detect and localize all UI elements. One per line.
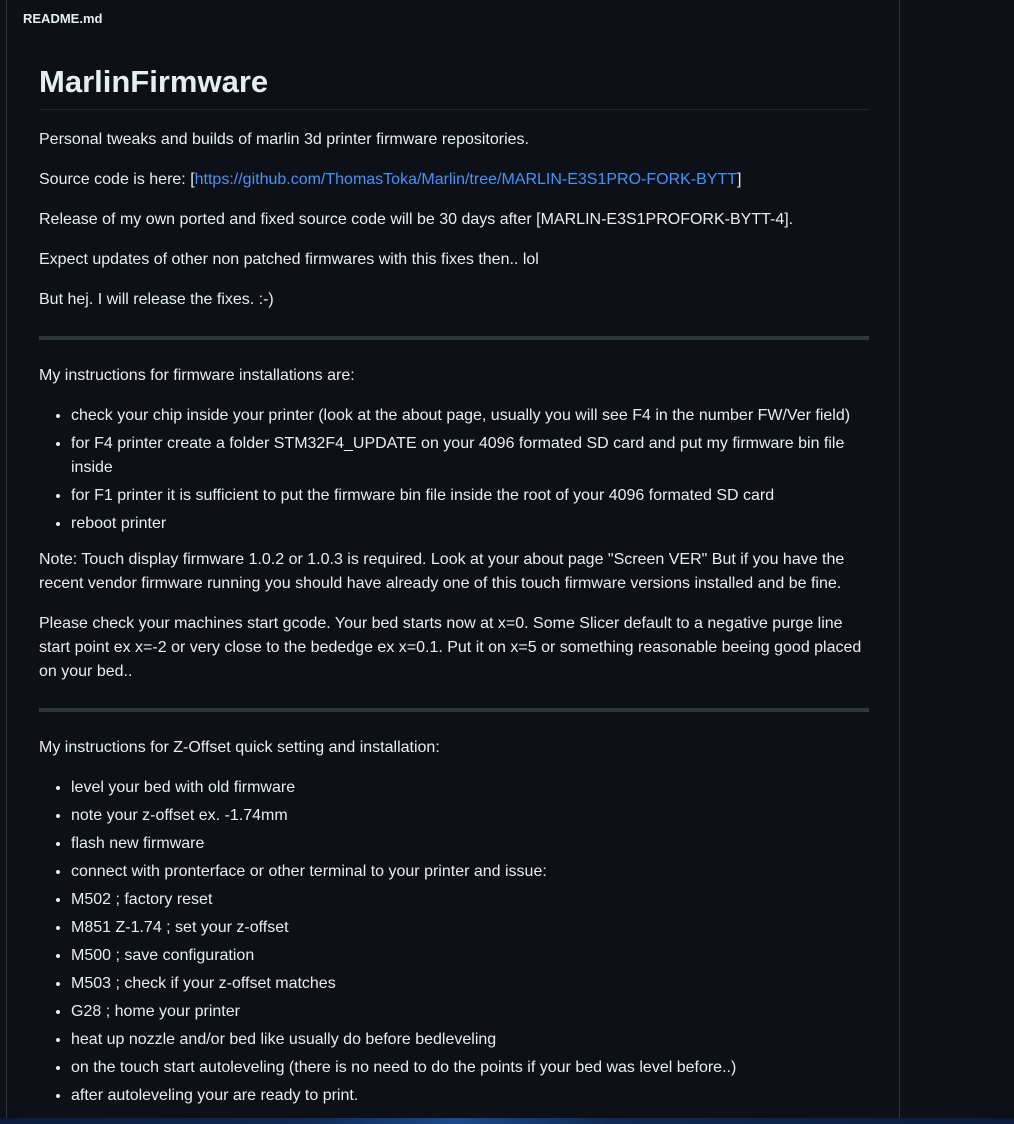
install-steps-list	[39, 404, 869, 536]
section-divider	[39, 708, 869, 712]
list-item: • M503 ; check if your z-offset matches	[71, 972, 869, 996]
section-divider	[39, 336, 869, 340]
list-item: • M500 ; save configuration	[71, 944, 869, 968]
list-item: • after autoleveling your are ready to print.	[71, 1084, 869, 1108]
zoffset-steps-list	[39, 776, 869, 1108]
intro-paragraph: Personal tweaks and builds of marlin 3d printer firmware repositories.	[39, 131, 529, 148]
release-paragraph: Release of my own ported and fixed source code will be 30 days after [MARLIN-E3S1PROFORK-BYTT-4].	[39, 211, 794, 228]
source-suffix: ]	[737, 171, 742, 188]
list-item: • M851 Z-1.74 ; set your z-offset	[71, 916, 869, 940]
note-paragraph: Note: Touch display firmware 1.0.2 or 1.0.3 is required. Look at your about page "Screen VER" But if you have the recent vendor firmware running you should have already one of this touch firmware versions installed and be fine.	[39, 551, 845, 592]
list-item: • for F1 printer it is sufficient to put the firmware bin file inside the root of your 4096 formated SD card	[71, 484, 869, 508]
list-item: • check your chip inside your printer (look at the about page, usually you will see F4 in the number FW/Ver field)	[71, 404, 869, 428]
list-item: • reboot printer	[71, 512, 869, 536]
list-item: • flash new firmware	[71, 832, 869, 856]
list-item: • connect with pronterface or other terminal to your printer and issue:	[71, 860, 869, 884]
gcode-paragraph: Please check your machines start gcode. Your bed starts now at x=0. Some Slicer default to a negative purge line start point ex x=-2 or very close to the bededge ex x=0.1. Put it on x=5 or something reasonable beeing good placed on your bed..	[39, 615, 862, 680]
zoffset-heading: My instructions for Z-Offset quick setting and installation:	[39, 739, 440, 756]
readme-content	[39, 60, 869, 1112]
list-item: • G28 ; home your printer	[71, 1000, 869, 1024]
install-heading: My instructions for firmware installations are:	[39, 367, 355, 384]
file-name[interactable]: README.md	[23, 11, 103, 26]
expect-paragraph: Expect updates of other non patched firmwares with this fixes then.. lol	[39, 251, 539, 268]
list-item: • on the touch start autoleveling (there is no need to do the points if your bed was level before..)	[71, 1056, 869, 1080]
list-item: • for F4 printer create a folder STM32F4_UPDATE on your 4096 formated SD card and put my firmware bin file inside	[71, 432, 869, 480]
list-item: • heat up nozzle and/or bed like usually do before bedleveling	[71, 1028, 869, 1052]
desktop-wallpaper-strip	[0, 1118, 1014, 1124]
readme-title: MarlinFirmware	[39, 60, 869, 110]
hej-paragraph: But hej. I will release the fixes. :-)	[39, 291, 274, 308]
source-prefix: Source code is here: [	[39, 171, 195, 188]
source-paragraph	[39, 168, 869, 192]
list-item: • note your z-offset ex. -1.74mm	[71, 804, 869, 828]
list-item: • level your bed with old firmware	[71, 776, 869, 800]
source-link[interactable]: https://github.com/ThomasToka/Marlin/tree/MARLIN-E3S1PRO-FORK-BYTT	[194, 171, 738, 188]
list-item: • M502 ; factory reset	[71, 888, 869, 912]
readme-panel	[6, 0, 900, 1118]
